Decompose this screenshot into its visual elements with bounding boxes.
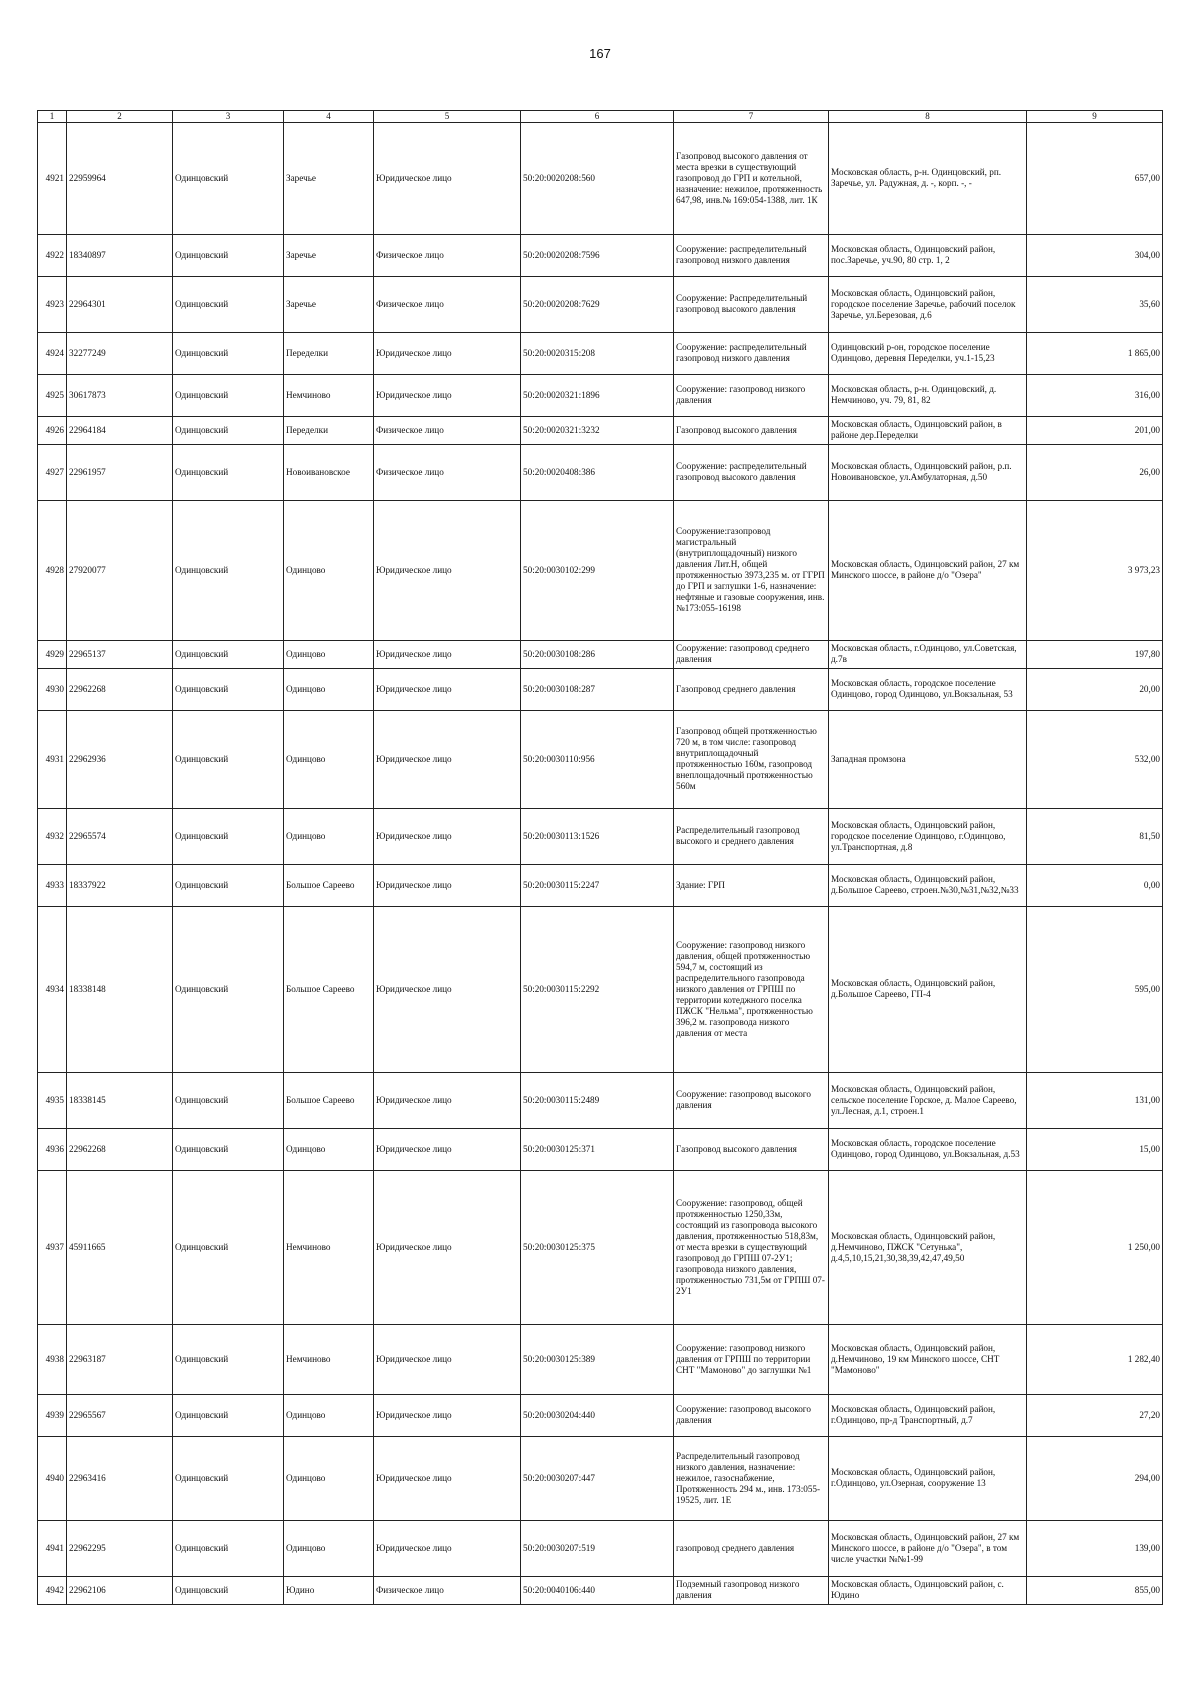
- registry-table: [37, 110, 1163, 1605]
- registry-body: [38, 122, 1163, 1604]
- description-cell: Газопровод высокого давления от места врезки в существующий газопровод до ГРП и котельной, назначение: нежилое, протяженность 647,98, инв.№ 169:054-1388, лит. 1К: [674, 122, 829, 234]
- owner-type-cell: Юридическое лицо: [374, 332, 521, 374]
- locality-cell: Заречье: [284, 276, 374, 332]
- district-cell: Одинцовский: [173, 668, 284, 710]
- length-cell: 0,00: [1027, 864, 1163, 906]
- district-cell: Одинцовский: [173, 906, 284, 1072]
- owner-type-cell: Физическое лицо: [374, 276, 521, 332]
- address-cell: Московская область, Одинцовский район, с. Юдино: [829, 1576, 1027, 1604]
- district-cell: Одинцовский: [173, 234, 284, 276]
- length-cell: 26,00: [1027, 444, 1163, 500]
- row-number-cell: 4929: [38, 640, 67, 668]
- locality-cell: Одинцово: [284, 640, 374, 668]
- address-cell: Московская область, Одинцовский район, 27 км Минского шоссе, в районе д/о "Озера", в том числе участки №№1-99: [829, 1520, 1027, 1576]
- table-row: [38, 1520, 1163, 1576]
- cadastral-number-cell: 50:20:0040106:440: [521, 1576, 674, 1604]
- table-row: [38, 122, 1163, 234]
- column-header: 6: [521, 111, 674, 123]
- owner-type-cell: Физическое лицо: [374, 444, 521, 500]
- district-cell: Одинцовский: [173, 1072, 284, 1128]
- address-cell: Московская область, Одинцовский район, г.Одинцово, пр-д Транспортный, д.7: [829, 1394, 1027, 1436]
- description-cell: Подземный газопровод низкого давления: [674, 1576, 829, 1604]
- description-cell: Газопровод общей протяженностью 720 м, в том числе: газопровод внутриплощадочный протяженностью 160м, газопровод внеплощадочный протяженностью 560м: [674, 710, 829, 808]
- row-number-cell: 4925: [38, 374, 67, 416]
- table-row: [38, 1170, 1163, 1324]
- length-cell: 27,20: [1027, 1394, 1163, 1436]
- address-cell: Московская область, р-н. Одинцовский, рп. Заречье, ул. Радужная, д. -, корп. -, -: [829, 122, 1027, 234]
- length-cell: 81,50: [1027, 808, 1163, 864]
- locality-cell: Немчиново: [284, 1324, 374, 1394]
- district-cell: Одинцовский: [173, 122, 284, 234]
- district-cell: Одинцовский: [173, 1576, 284, 1604]
- owner-type-cell: Физическое лицо: [374, 234, 521, 276]
- length-cell: 139,00: [1027, 1520, 1163, 1576]
- owner-type-cell: Юридическое лицо: [374, 668, 521, 710]
- description-cell: Газопровод среднего давления: [674, 668, 829, 710]
- length-cell: 657,00: [1027, 122, 1163, 234]
- row-number-cell: 4921: [38, 122, 67, 234]
- address-cell: Московская область, р-н. Одинцовский, д. Немчиново, уч. 79, 81, 82: [829, 374, 1027, 416]
- cadastral-number-cell: 50:20:0030125:371: [521, 1128, 674, 1170]
- district-cell: Одинцовский: [173, 332, 284, 374]
- cadastral-number-cell: 50:20:0030207:447: [521, 1436, 674, 1520]
- row-number-cell: 4937: [38, 1170, 67, 1324]
- description-cell: Сооружение: газопровод среднего давления: [674, 640, 829, 668]
- description-cell: Сооружение: газопровод высокого давления: [674, 1072, 829, 1128]
- code-cell: 45911665: [67, 1170, 173, 1324]
- address-cell: Московская область, Одинцовский район, р.п. Новоивановское, ул.Амбулаторная, д.50: [829, 444, 1027, 500]
- table-row: [38, 1576, 1163, 1604]
- description-cell: Сооружение: распределительный газопровод низкого давления: [674, 234, 829, 276]
- address-cell: Московская область, Одинцовский район, д.Большое Сареево, ГП-4: [829, 906, 1027, 1072]
- table-row: [38, 1394, 1163, 1436]
- column-header: 5: [374, 111, 521, 123]
- locality-cell: Одинцово: [284, 668, 374, 710]
- cadastral-number-cell: 50:20:0030115:2292: [521, 906, 674, 1072]
- row-number-cell: 4930: [38, 668, 67, 710]
- row-number-cell: 4938: [38, 1324, 67, 1394]
- address-cell: Московская область, Одинцовский район, 27 км Минского шоссе, в районе д/о "Озера": [829, 500, 1027, 640]
- length-cell: 15,00: [1027, 1128, 1163, 1170]
- row-number-cell: 4942: [38, 1576, 67, 1604]
- column-header: 1: [38, 111, 67, 123]
- table-row: [38, 1436, 1163, 1520]
- locality-cell: Заречье: [284, 122, 374, 234]
- table-row: [38, 906, 1163, 1072]
- cadastral-number-cell: 50:20:0020208:560: [521, 122, 674, 234]
- address-cell: Московская область, Одинцовский район, д.Немчиново, ПЖСК "Сетунька", д.4,5,10,15,21,30,38,39,42,47,49,50: [829, 1170, 1027, 1324]
- cadastral-number-cell: 50:20:0020321:1896: [521, 374, 674, 416]
- length-cell: 131,00: [1027, 1072, 1163, 1128]
- table-row: [38, 332, 1163, 374]
- description-cell: Распределительный газопровод высокого и среднего давления: [674, 808, 829, 864]
- column-header-row: [38, 111, 1163, 123]
- owner-type-cell: Юридическое лицо: [374, 1170, 521, 1324]
- locality-cell: Новоивановское: [284, 444, 374, 500]
- description-cell: Сооружение: распределительный газопровод низкого давления: [674, 332, 829, 374]
- address-cell: Московская область, городское поселение Одинцово, город Одинцово, ул.Вокзальная, д.53: [829, 1128, 1027, 1170]
- code-cell: 22965137: [67, 640, 173, 668]
- district-cell: Одинцовский: [173, 640, 284, 668]
- district-cell: Одинцовский: [173, 1324, 284, 1394]
- description-cell: Сооружение: газопровод низкого давления от ГРПШ по территории СНТ "Мамоново" до заглушки №1: [674, 1324, 829, 1394]
- owner-type-cell: Юридическое лицо: [374, 808, 521, 864]
- district-cell: Одинцовский: [173, 864, 284, 906]
- row-number-cell: 4940: [38, 1436, 67, 1520]
- locality-cell: Одинцово: [284, 808, 374, 864]
- length-cell: 304,00: [1027, 234, 1163, 276]
- code-cell: 22959964: [67, 122, 173, 234]
- row-number-cell: 4939: [38, 1394, 67, 1436]
- table-row: [38, 276, 1163, 332]
- cadastral-number-cell: 50:20:0020208:7596: [521, 234, 674, 276]
- column-header: 9: [1027, 111, 1163, 123]
- code-cell: 22963416: [67, 1436, 173, 1520]
- district-cell: Одинцовский: [173, 1436, 284, 1520]
- address-cell: Московская область, Одинцовский район, сельское поселение Горское, д. Малое Сареево, ул.Лесная, д.1, строен.1: [829, 1072, 1027, 1128]
- cadastral-number-cell: 50:20:0020408:386: [521, 444, 674, 500]
- row-number-cell: 4928: [38, 500, 67, 640]
- table-row: [38, 1128, 1163, 1170]
- table-row: [38, 444, 1163, 500]
- description-cell: Газопровод высокого давления: [674, 416, 829, 444]
- row-number-cell: 4935: [38, 1072, 67, 1128]
- locality-cell: Одинцово: [284, 500, 374, 640]
- table-row: [38, 416, 1163, 444]
- row-number-cell: 4933: [38, 864, 67, 906]
- cadastral-number-cell: 50:20:0030110:956: [521, 710, 674, 808]
- code-cell: 18338148: [67, 906, 173, 1072]
- address-cell: Западная промзона: [829, 710, 1027, 808]
- code-cell: 22962295: [67, 1520, 173, 1576]
- owner-type-cell: Юридическое лицо: [374, 640, 521, 668]
- description-cell: Сооружение: Распределительный газопровод высокого давления: [674, 276, 829, 332]
- cadastral-number-cell: 50:20:0030102:299: [521, 500, 674, 640]
- district-cell: Одинцовский: [173, 1128, 284, 1170]
- cadastral-number-cell: 50:20:0030125:389: [521, 1324, 674, 1394]
- district-cell: Одинцовский: [173, 808, 284, 864]
- address-cell: Московская область, Одинцовский район, г.Одинцово, ул.Озерная, сооружение 13: [829, 1436, 1027, 1520]
- code-cell: 32277249: [67, 332, 173, 374]
- column-header: 7: [674, 111, 829, 123]
- address-cell: Московская область, Одинцовский район, городское поселение Заречье, рабочий поселок Заречье, ул.Березовая, д.6: [829, 276, 1027, 332]
- owner-type-cell: Юридическое лицо: [374, 122, 521, 234]
- locality-cell: Одинцово: [284, 1128, 374, 1170]
- row-number-cell: 4941: [38, 1520, 67, 1576]
- length-cell: 20,00: [1027, 668, 1163, 710]
- table-row: [38, 864, 1163, 906]
- cadastral-number-cell: 50:20:0020321:3232: [521, 416, 674, 444]
- description-cell: газопровод среднего давления: [674, 1520, 829, 1576]
- cadastral-number-cell: 50:20:0020315:208: [521, 332, 674, 374]
- row-number-cell: 4924: [38, 332, 67, 374]
- district-cell: Одинцовский: [173, 500, 284, 640]
- length-cell: 595,00: [1027, 906, 1163, 1072]
- locality-cell: Немчиново: [284, 374, 374, 416]
- district-cell: Одинцовский: [173, 1520, 284, 1576]
- description-cell: Сооружение: газопровод высокого давления: [674, 1394, 829, 1436]
- district-cell: Одинцовский: [173, 1170, 284, 1324]
- address-cell: Московская область, г.Одинцово, ул.Советская, д.7в: [829, 640, 1027, 668]
- cadastral-number-cell: 50:20:0030204:440: [521, 1394, 674, 1436]
- code-cell: 22961957: [67, 444, 173, 500]
- code-cell: 22965567: [67, 1394, 173, 1436]
- locality-cell: Юдино: [284, 1576, 374, 1604]
- table-row: [38, 1324, 1163, 1394]
- table-row: [38, 808, 1163, 864]
- row-number-cell: 4927: [38, 444, 67, 500]
- column-header: 2: [67, 111, 173, 123]
- description-cell: Сооружение: газопровод низкого давления, общей протяженностью 594,7 м, состоящий из распределительного газопровода низкого давления от ГРПШ по территории котеджного поселка ПЖСК "Нельма", протяженностью 396,2 м. газопровода низкого давления от места: [674, 906, 829, 1072]
- row-number-cell: 4932: [38, 808, 67, 864]
- column-header: 8: [829, 111, 1027, 123]
- address-cell: Московская область, городское поселение Одинцово, город Одинцово, ул.Вокзальная, 53: [829, 668, 1027, 710]
- address-cell: Московская область, Одинцовский район, в районе дер.Переделки: [829, 416, 1027, 444]
- description-cell: Сооружение: газопровод низкого давления: [674, 374, 829, 416]
- table-row: [38, 374, 1163, 416]
- code-cell: 22963187: [67, 1324, 173, 1394]
- district-cell: Одинцовский: [173, 1394, 284, 1436]
- row-number-cell: 4931: [38, 710, 67, 808]
- locality-cell: Одинцово: [284, 1394, 374, 1436]
- length-cell: 35,60: [1027, 276, 1163, 332]
- cadastral-number-cell: 50:20:0030125:375: [521, 1170, 674, 1324]
- locality-cell: Большое Сареево: [284, 1072, 374, 1128]
- cadastral-number-cell: 50:20:0030108:286: [521, 640, 674, 668]
- length-cell: 855,00: [1027, 1576, 1163, 1604]
- locality-cell: Переделки: [284, 416, 374, 444]
- address-cell: Московская область, Одинцовский район, городское поселение Одинцово, г.Одинцово, ул.Транспортная, д.8: [829, 808, 1027, 864]
- table-row: [38, 640, 1163, 668]
- table-row: [38, 710, 1163, 808]
- code-cell: 22965574: [67, 808, 173, 864]
- row-number-cell: 4934: [38, 906, 67, 1072]
- table-row: [38, 1072, 1163, 1128]
- owner-type-cell: Физическое лицо: [374, 1576, 521, 1604]
- owner-type-cell: Юридическое лицо: [374, 864, 521, 906]
- code-cell: 27920077: [67, 500, 173, 640]
- row-number-cell: 4936: [38, 1128, 67, 1170]
- code-cell: 22962268: [67, 1128, 173, 1170]
- row-number-cell: 4923: [38, 276, 67, 332]
- length-cell: 532,00: [1027, 710, 1163, 808]
- row-number-cell: 4922: [38, 234, 67, 276]
- code-cell: 18338145: [67, 1072, 173, 1128]
- column-header: 3: [173, 111, 284, 123]
- locality-cell: Заречье: [284, 234, 374, 276]
- owner-type-cell: Юридическое лицо: [374, 1394, 521, 1436]
- address-cell: Одинцовский р-он, городское поселение Одинцово, деревня Переделки, уч.1-15,23: [829, 332, 1027, 374]
- locality-cell: Немчиново: [284, 1170, 374, 1324]
- address-cell: Московская область, Одинцовский район, пос.Заречье, уч.90, 80 стр. 1, 2: [829, 234, 1027, 276]
- district-cell: Одинцовский: [173, 374, 284, 416]
- length-cell: 3 973,23: [1027, 500, 1163, 640]
- owner-type-cell: Юридическое лицо: [374, 1436, 521, 1520]
- length-cell: 197,80: [1027, 640, 1163, 668]
- length-cell: 1 865,00: [1027, 332, 1163, 374]
- length-cell: 1 250,00: [1027, 1170, 1163, 1324]
- description-cell: Сооружение: распределительный газопровод высокого давления: [674, 444, 829, 500]
- length-cell: 1 282,40: [1027, 1324, 1163, 1394]
- locality-cell: Большое Сареево: [284, 864, 374, 906]
- description-cell: Сооружение:газопровод магистральный (внутриплощадочный) низкого давления Лит.Н, общей протяженностью 3973,235 м. от ГГРП до ГРП и заглушки 1-6, назначение: нефтяные и газовые сооружения, инв.№173:055-16198: [674, 500, 829, 640]
- owner-type-cell: Юридическое лицо: [374, 1128, 521, 1170]
- owner-type-cell: Юридическое лицо: [374, 1324, 521, 1394]
- code-cell: 18337922: [67, 864, 173, 906]
- code-cell: 22964301: [67, 276, 173, 332]
- owner-type-cell: Юридическое лицо: [374, 710, 521, 808]
- cadastral-number-cell: 50:20:0030207:519: [521, 1520, 674, 1576]
- cadastral-number-cell: 50:20:0030115:2247: [521, 864, 674, 906]
- district-cell: Одинцовский: [173, 444, 284, 500]
- table-row: [38, 234, 1163, 276]
- cadastral-number-cell: 50:20:0030108:287: [521, 668, 674, 710]
- cadastral-number-cell: 50:20:0020208:7629: [521, 276, 674, 332]
- code-cell: 22962106: [67, 1576, 173, 1604]
- code-cell: 22964184: [67, 416, 173, 444]
- code-cell: 22962268: [67, 668, 173, 710]
- length-cell: 201,00: [1027, 416, 1163, 444]
- column-header: 4: [284, 111, 374, 123]
- length-cell: 316,00: [1027, 374, 1163, 416]
- length-cell: 294,00: [1027, 1436, 1163, 1520]
- code-cell: 30617873: [67, 374, 173, 416]
- table-row: [38, 500, 1163, 640]
- description-cell: Распределительный газопровод низкого давления, назначение: нежилое, газоснабжение, Протяженность 294 м., инв. 173:055-19525, лит. 1Е: [674, 1436, 829, 1520]
- description-cell: Сооружение: газопровод, общей протяженностью 1250,33м, состоящий из газопровода высокого давления, протяженностью 518,83м, от места врезки в существующий газопровод до ГРПШ 07-2У1; газопровода низкого давления, протяженностью 731,5м от ГРПШ 07-2У1: [674, 1170, 829, 1324]
- owner-type-cell: Юридическое лицо: [374, 500, 521, 640]
- locality-cell: Одинцово: [284, 1520, 374, 1576]
- owner-type-cell: Юридическое лицо: [374, 374, 521, 416]
- description-cell: Газопровод высокого давления: [674, 1128, 829, 1170]
- page-number: 167: [589, 46, 611, 61]
- locality-cell: Переделки: [284, 332, 374, 374]
- code-cell: 18340897: [67, 234, 173, 276]
- address-cell: Московская область, Одинцовский район, д.Немчиново, 19 км Минского шоссе, СНТ "Мамоново": [829, 1324, 1027, 1394]
- locality-cell: Одинцово: [284, 1436, 374, 1520]
- district-cell: Одинцовский: [173, 710, 284, 808]
- address-cell: Московская область, Одинцовский район, д.Большое Сареево, строен.№30,№31,№32,№33: [829, 864, 1027, 906]
- district-cell: Одинцовский: [173, 276, 284, 332]
- district-cell: Одинцовский: [173, 416, 284, 444]
- description-cell: Здание: ГРП: [674, 864, 829, 906]
- owner-type-cell: Физическое лицо: [374, 416, 521, 444]
- row-number-cell: 4926: [38, 416, 67, 444]
- owner-type-cell: Юридическое лицо: [374, 1520, 521, 1576]
- cadastral-number-cell: 50:20:0030115:2489: [521, 1072, 674, 1128]
- locality-cell: Одинцово: [284, 710, 374, 808]
- owner-type-cell: Юридическое лицо: [374, 1072, 521, 1128]
- owner-type-cell: Юридическое лицо: [374, 906, 521, 1072]
- cadastral-number-cell: 50:20:0030113:1526: [521, 808, 674, 864]
- table-row: [38, 668, 1163, 710]
- code-cell: 22962936: [67, 710, 173, 808]
- locality-cell: Большое Сареево: [284, 906, 374, 1072]
